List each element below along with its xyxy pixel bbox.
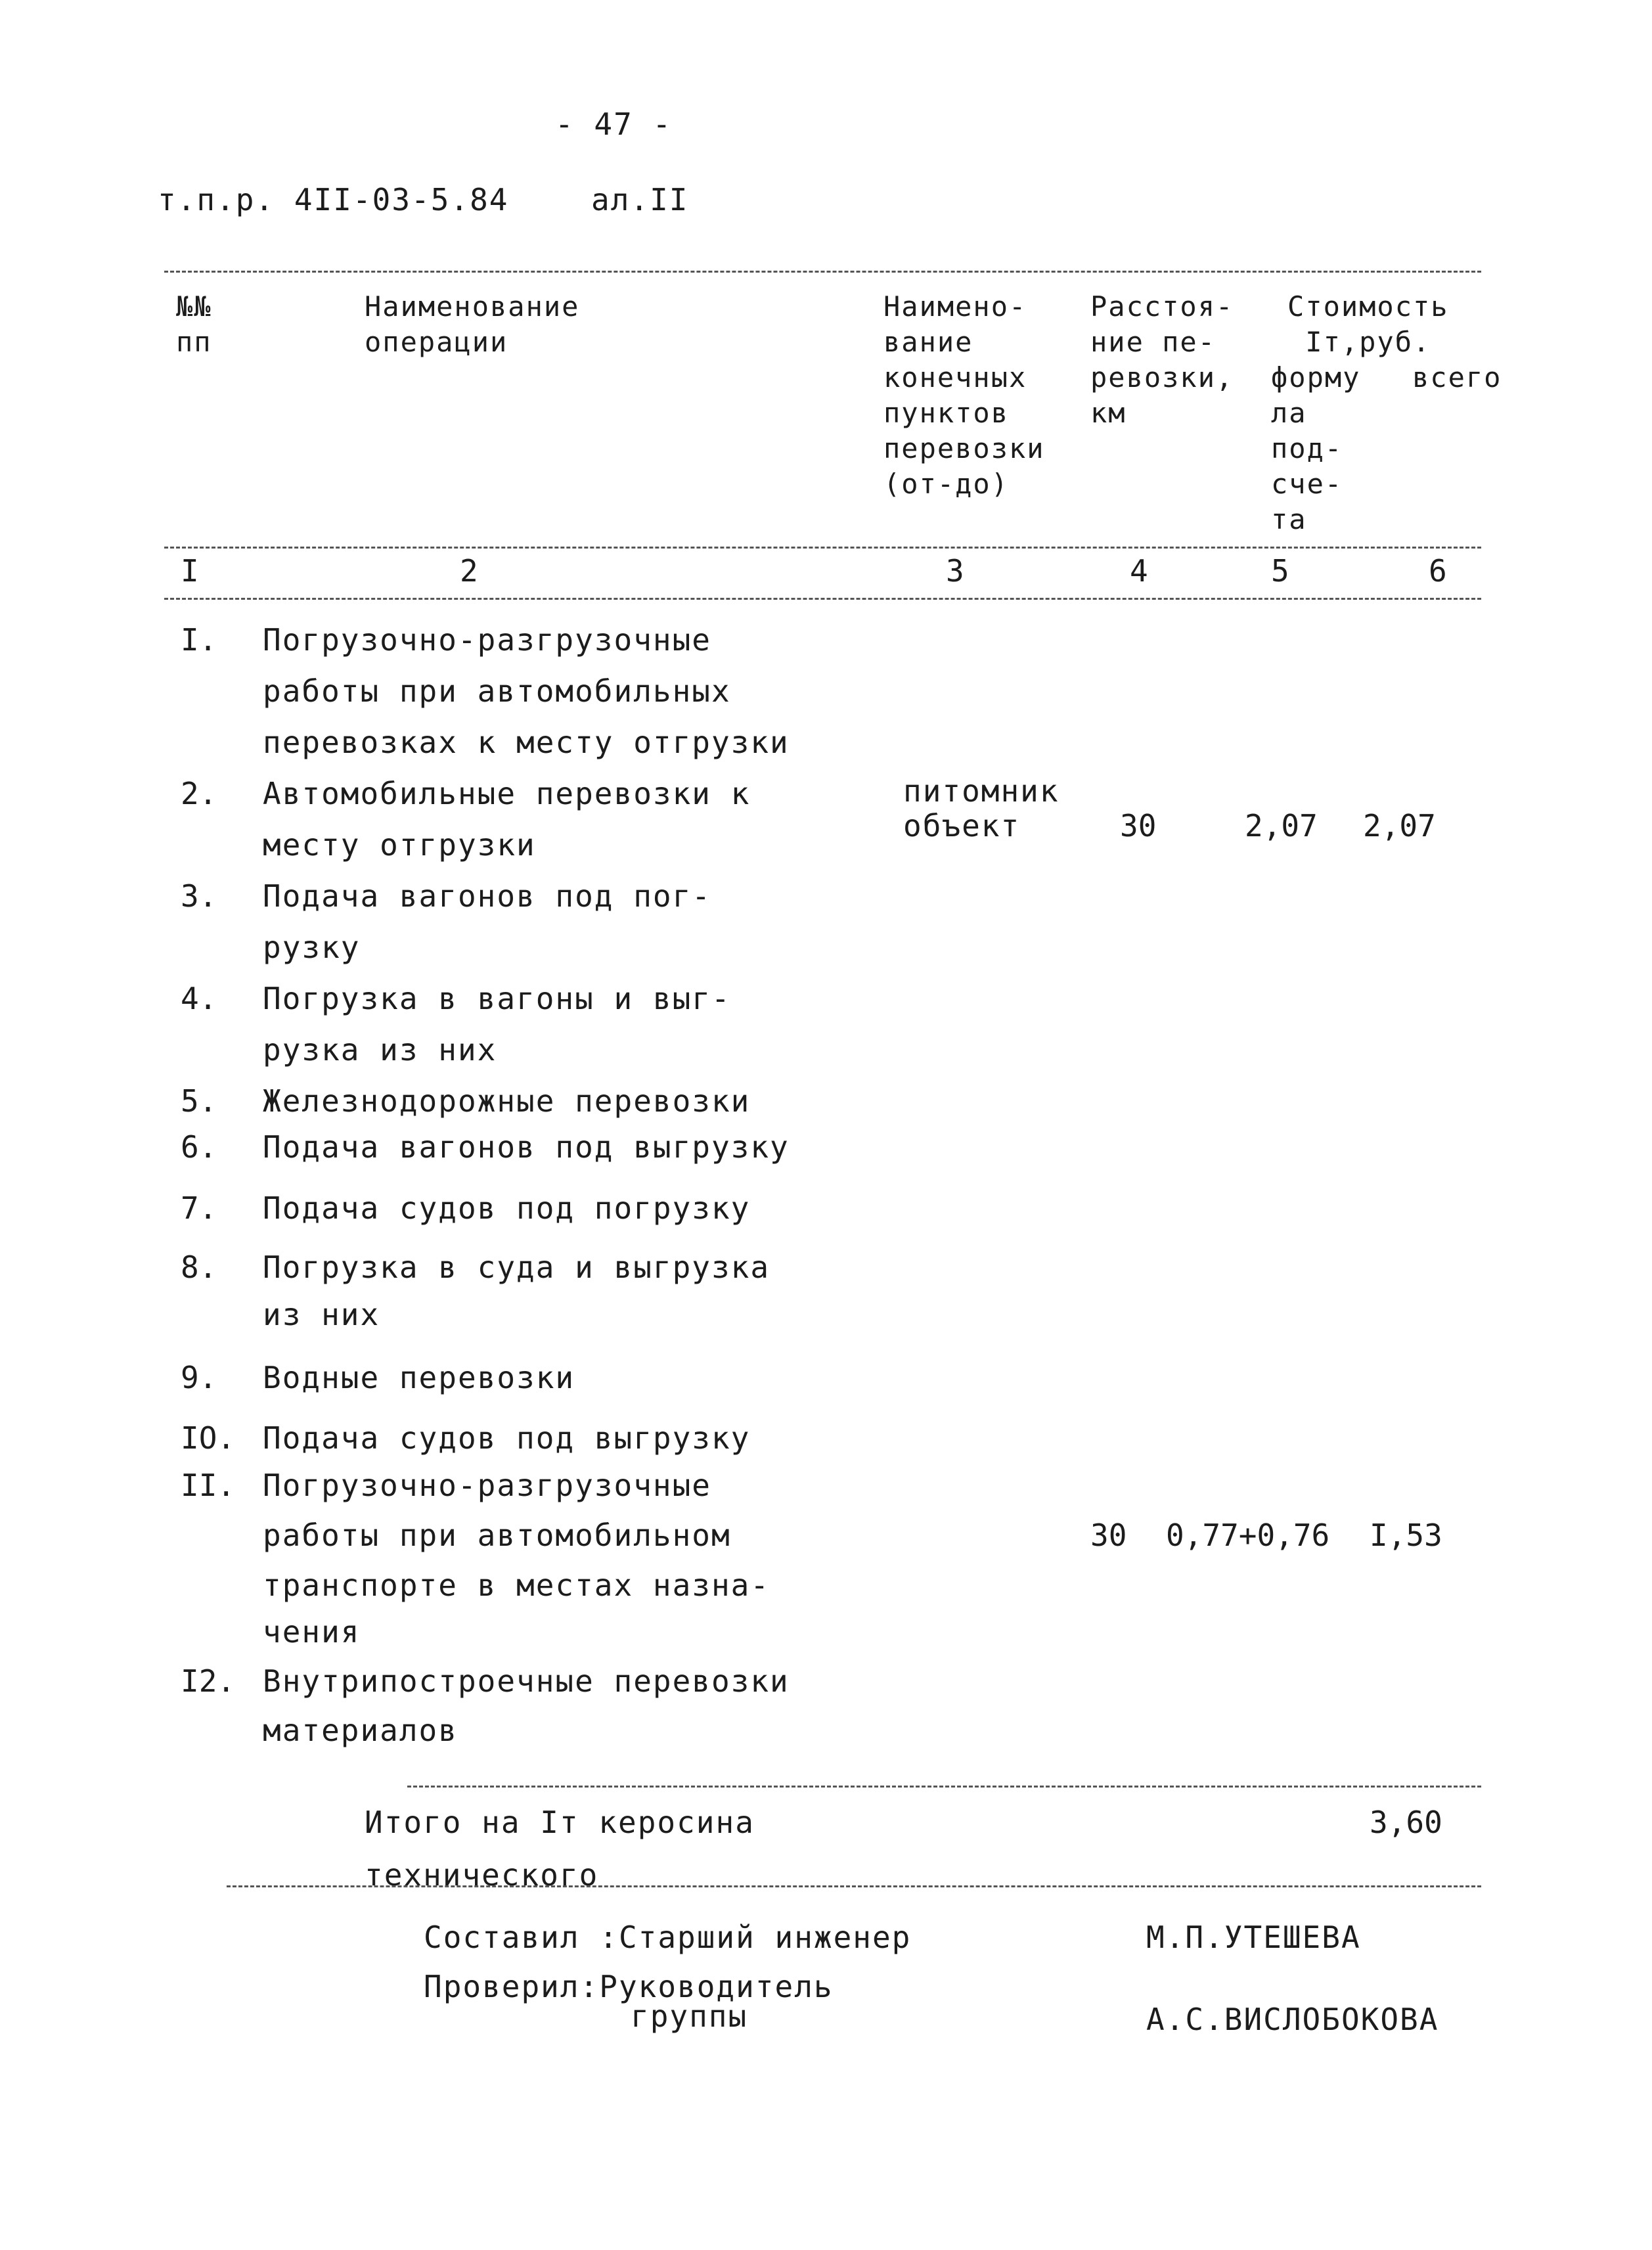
album-reference: ал.II [591,182,689,217]
table-top-rule [164,271,1481,273]
row-operation-line: Погрузка в вагоны и выг- [263,981,731,1016]
row-number: 4. [181,981,217,1016]
row-operation-line: Подача судов под погрузку [263,1190,751,1226]
column-number-6: 6 [1429,553,1448,589]
header-col-total: всего [1412,361,1502,394]
row-operation-line: Погрузка в суда и выгрузка [263,1249,770,1285]
total-label: Итого на Iт керосина [365,1805,755,1840]
row-operation-line: Подача судов под выгрузку [263,1420,751,1456]
row-operation-line: Водные перевозки [263,1360,575,1395]
row-total: 2,07 [1363,808,1436,844]
row-number: 8. [181,1249,217,1285]
row-number: I. [181,622,217,658]
row-operation-line: Подача вагонов под выгрузку [263,1129,790,1165]
header-col-points: Наимено- вание конечных пунктов перевозки (от-до) [883,290,1045,500]
row-number: II. [181,1468,236,1503]
compiled-by-name: М.П.УТЕШЕВА [1146,1920,1361,1955]
row-operation-line: транспорте в местах назна- [263,1567,770,1603]
document-reference: т.п.р. 4II-03-5.84 [158,182,509,217]
row-number: IO. [181,1420,236,1456]
row-operation-line: работы при автомобильных [263,673,731,709]
row-operation-line: Железнодорожные перевозки [263,1083,751,1119]
row-distance: 30 [1120,808,1157,844]
row-operation-line: месту отгрузки [263,827,536,863]
row-point: объект [903,808,1021,844]
row-operation-line: Внутрипостроечные перевозки [263,1663,790,1699]
row-number: 6. [181,1129,217,1165]
checked-by-label: группы [631,1998,748,2034]
header-col-number: №№ пп [176,290,212,358]
header-col-distance: Расстоя- ние пе- ревозки, км [1090,290,1234,429]
total-top-rule [407,1786,1481,1788]
column-number-4: 4 [1130,553,1150,589]
row-formula: 0,77+0,76 [1166,1518,1330,1553]
checked-by-name: А.С.ВИСЛОБОКОВА [1146,2002,1439,2037]
row-operation-line: Погрузочно-разгрузочные [263,1468,711,1503]
page-number: - 47 - [555,106,673,142]
row-number: 5. [181,1083,217,1119]
column-numbers-rule [164,598,1481,600]
compiled-by-label: Составил :Старший инженер [424,1920,912,1955]
header-col-operation: Наименование операции [365,290,580,358]
row-point: питомник [903,773,1060,809]
total-value: 3,60 [1370,1805,1442,1840]
row-operation-line: Подача вагонов под пог- [263,878,711,914]
row-number: 7. [181,1190,217,1226]
row-operation-line: Погрузочно-разгрузочные [263,622,711,658]
row-number: 3. [181,878,217,914]
total-label: технического [365,1857,599,1893]
row-operation-line: Автомобильные перевозки к [263,776,751,811]
checked-by-label: Проверил:Руководитель [424,1969,834,2004]
row-number: 9. [181,1360,217,1395]
row-number: I2. [181,1663,236,1699]
row-operation-line: рузка из них [263,1032,497,1068]
row-operation-line: чения [263,1614,361,1650]
row-distance: 30 [1090,1518,1127,1553]
row-operation-line: рузку [263,930,361,965]
row-operation-line: материалов [263,1713,458,1748]
row-total: I,53 [1370,1518,1442,1553]
row-operation-line: работы при автомобильном [263,1518,731,1553]
column-number-5: 5 [1271,553,1291,589]
total-bottom-rule [227,1885,1481,1887]
header-col-formula: форму ла под- сче- та [1271,361,1361,535]
row-number: 2. [181,776,217,811]
column-number-3: 3 [946,553,966,589]
row-operation-line: перевозках к месту отгрузки [263,725,790,760]
row-operation-line: из них [263,1297,380,1332]
column-number-2: 2 [460,553,480,589]
row-formula: 2,07 [1245,808,1318,844]
header-col-cost: Стоимость Iт,руб. [1287,290,1449,358]
column-number-1: I [181,553,200,589]
